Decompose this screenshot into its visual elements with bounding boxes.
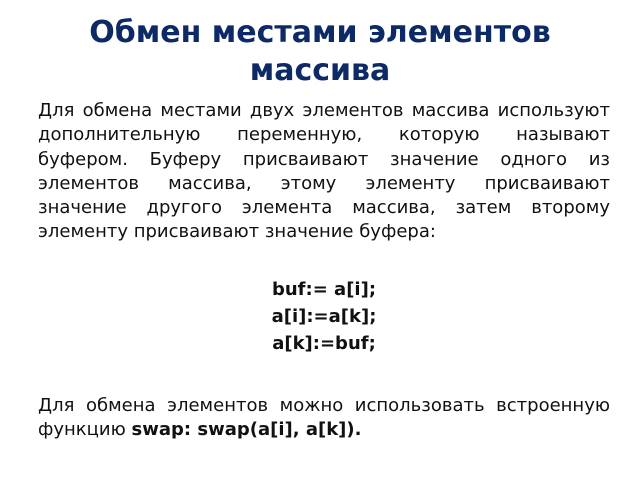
code-line-buf-assign: buf:= a[i]; xyxy=(271,279,377,300)
slide-title: Обмен местами элементов массива xyxy=(89,15,551,88)
paragraph-swap-function xyxy=(38,394,610,443)
code-line-ak-assign: a[k]:=buf; xyxy=(272,333,376,354)
code-line-ai-assign: a[i]:=a[k]; xyxy=(271,306,377,327)
swap-function-code: swap: swap(a[i], a[k]). xyxy=(131,419,362,441)
paragraph-swap-function-text: Для обмена элементов можно использовать встроенную функцию xyxy=(38,395,610,441)
code-block xyxy=(38,276,610,357)
paragraph-swap-explanation: Для обмена местами двух элементов массива используют дополнительную переменную, которую называют буфером. Буферу присваивают значение одного из элементов массива, этому элементу присваивают значение другого элемента массива, затем второму элементу присваивают значение буфера: xyxy=(38,100,610,243)
